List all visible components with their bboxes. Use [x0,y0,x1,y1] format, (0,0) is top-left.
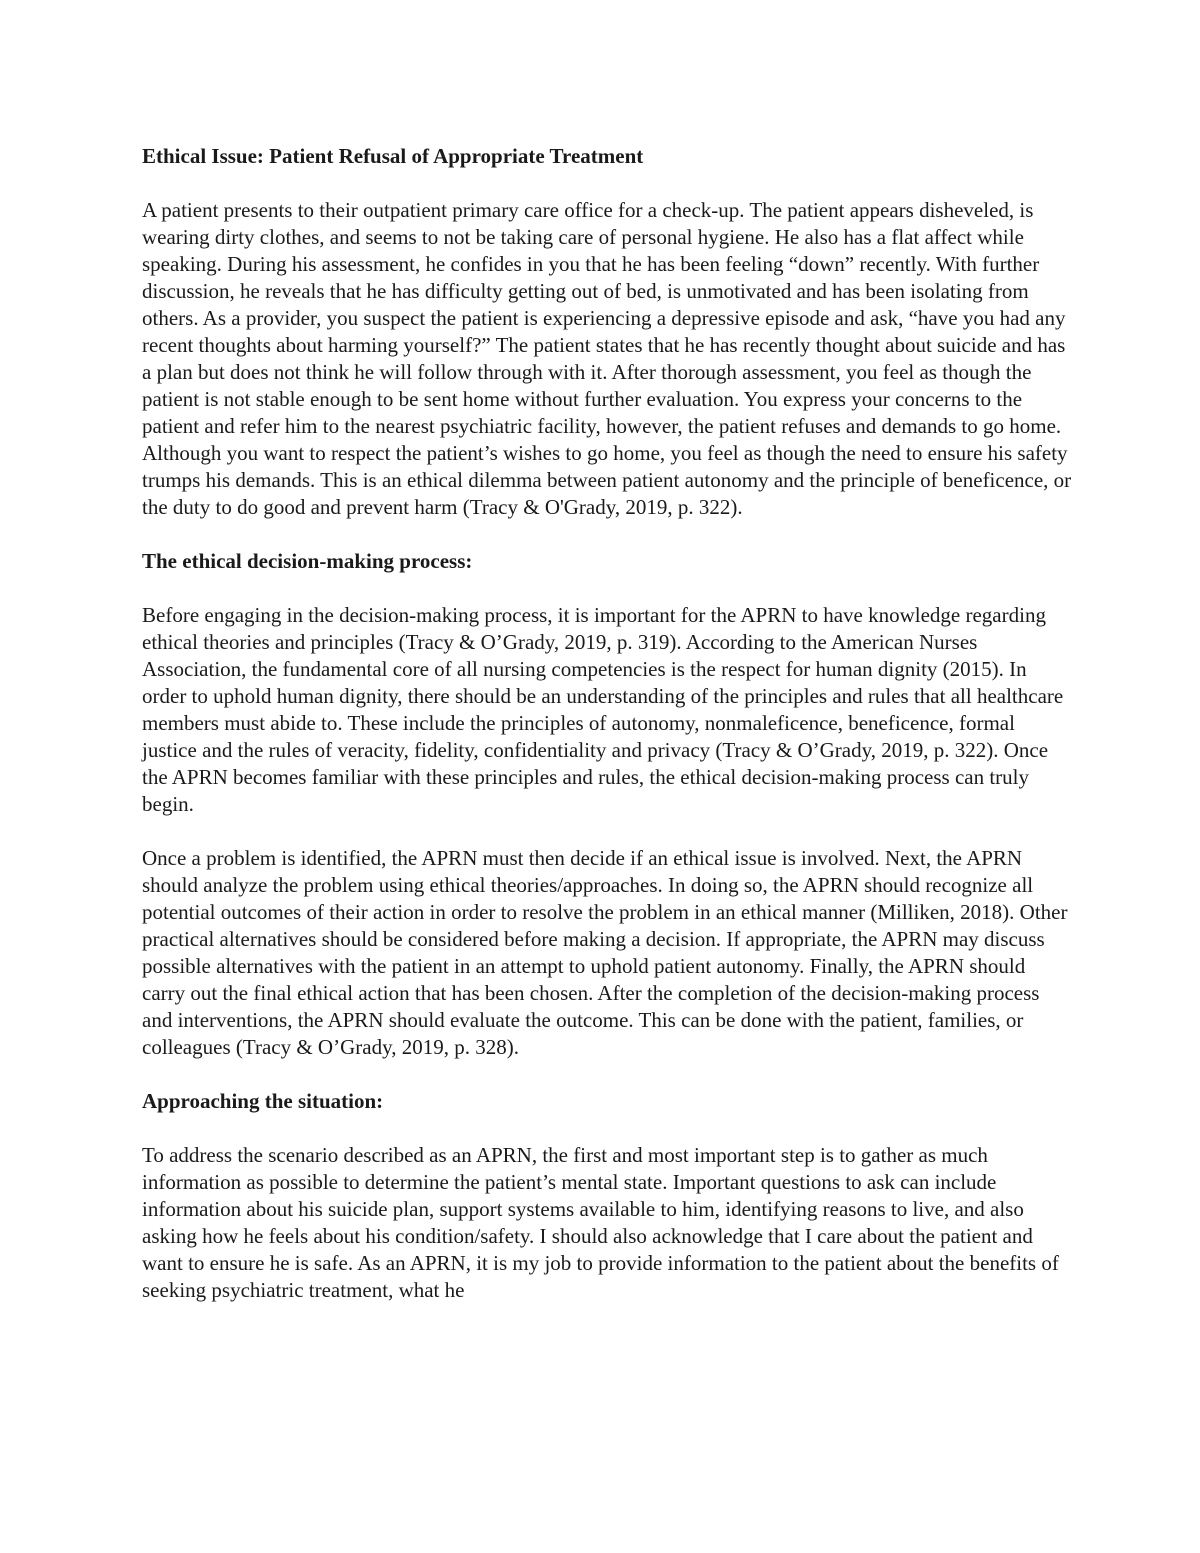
document-page [142,143,1072,1304]
section-heading-approaching: Approaching the situation: [142,1089,384,1113]
spacer [142,1115,1072,1142]
spacer [142,1061,1072,1088]
spacer [142,521,1072,548]
spacer [142,170,1072,197]
spacer [142,818,1072,845]
section-heading-decision-process: The ethical decision-making process: [142,549,473,573]
intro-paragraph: A patient presents to their outpatient primary care office for a check-up. The patient appears disheveled, is wearing dirty clothes, and seems to not be taking care of personal hygiene. He also has a flat affect while speaking. During his assessment, he confides in you that he has been feeling “down” recently. With further discussion, he reveals that he has difficulty getting out of bed, is unmotivated and has been isolating from others. As a provider, you suspect the patient is experiencing a depressive episode and ask, “have you had any recent thoughts about harming yourself?” The patient states that he has recently thought about suicide and has a plan but does not think he will follow through with it. After thorough assessment, you feel as though the patient is not stable enough to be sent home without further evaluation. You express your concerns to the patient and refer him to the nearest psychiatric facility, however, the patient refuses and demands to go home. Although you want to respect the patient’s wishes to go home, you feel as though the need to ensure his safety trumps his demands. This is an ethical dilemma between patient autonomy and the principle of beneficence, or the duty to do good and prevent harm (Tracy & O'Grady, 2019, p. 322). [142,198,1072,519]
document-title: Ethical Issue: Patient Refusal of Appropriate Treatment [142,144,644,168]
spacer [142,575,1072,602]
body-paragraph: Once a problem is identified, the APRN must then decide if an ethical issue is involved. Next, the APRN should analyze the problem using ethical theories/approaches. In doing so, the APRN should recognize all potential outcomes of their action in order to resolve the problem in an ethical manner (Milliken, 2018). Other practical alternatives should be considered before making a decision. If appropriate, the APRN may discuss possible alternatives with the patient in an attempt to uphold patient autonomy. Finally, the APRN should carry out the final ethical action that has been chosen. After the completion of the decision-making process and interventions, the APRN should evaluate the outcome. This can be done with the patient, families, or colleagues (Tracy & O’Grady, 2019, p. 328). [142,846,1068,1059]
body-paragraph: Before engaging in the decision-making process, it is important for the APRN to have knowledge regarding ethical theories and principles (Tracy & O’Grady, 2019, p. 319). According to the American Nurses Association, the fundamental core of all nursing competencies is the respect for human dignity (2015). In order to uphold human dignity, there should be an understanding of the principles and rules that all healthcare members must abide to. These include the principles of autonomy, nonmaleficence, beneficence, formal justice and the rules of veracity, fidelity, confidentiality and privacy (Tracy & O’Grady, 2019, p. 322). Once the APRN becomes familiar with these principles and rules, the ethical decision-making process can truly begin. [142,603,1064,816]
body-paragraph: To address the scenario described as an APRN, the first and most important step is to gather as much information as possible to determine the patient’s mental state. Important questions to ask can include information about his suicide plan, support systems available to him, identifying reasons to live, and also asking how he feels about his condition/safety. I should also acknowledge that I care about the patient and want to ensure he is safe. As an APRN, it is my job to provide information to the patient about the benefits of seeking psychiatric treatment, what he [142,1143,1059,1302]
